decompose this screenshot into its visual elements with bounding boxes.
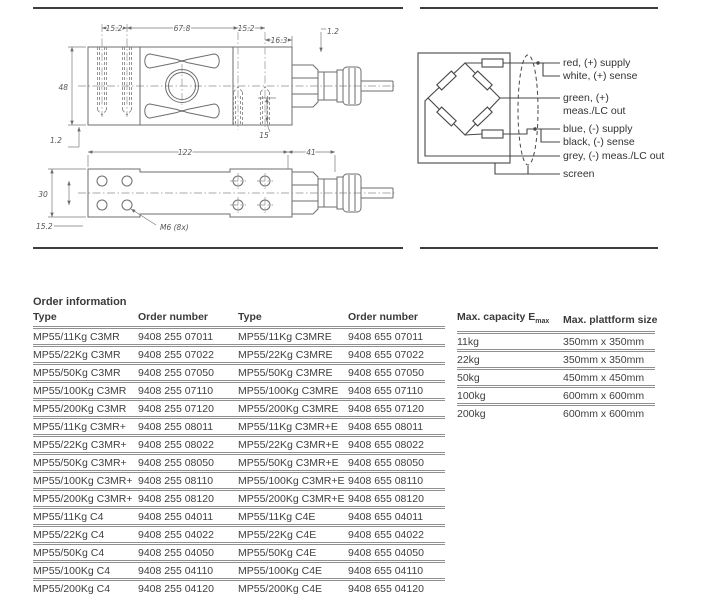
order-number-cell: 9408 655 08050 bbox=[348, 454, 445, 472]
order-number-cell: 9408 255 04022 bbox=[138, 526, 238, 544]
type-cell: MP55/22Kg C3MR+E bbox=[238, 436, 348, 454]
type-cell: MP55/200Kg C4 bbox=[33, 580, 138, 597]
wheatstone-bridge bbox=[428, 63, 500, 135]
order-row bbox=[33, 418, 445, 436]
order-number-cell: 9408 255 07110 bbox=[138, 382, 238, 400]
order-number-cell: 9408 655 04022 bbox=[348, 526, 445, 544]
capacity-table bbox=[457, 310, 658, 421]
wire-label-black: black, (-) sense bbox=[563, 136, 635, 148]
type-cell: MP55/11Kg C3MRE bbox=[238, 328, 348, 346]
order-number-cell: 9408 255 04110 bbox=[138, 562, 238, 580]
wire-labels bbox=[562, 57, 664, 180]
order-row bbox=[33, 346, 445, 364]
load-cell-side-view bbox=[36, 148, 397, 232]
type-cell: MP55/200Kg C3MR+ bbox=[33, 490, 138, 508]
capacity-row bbox=[457, 369, 655, 387]
order-number-cell: 9408 655 08011 bbox=[348, 418, 445, 436]
order-number-cell: 9408 255 04011 bbox=[138, 508, 238, 526]
order-header-number-2: Order number bbox=[348, 311, 419, 323]
order-header-number-1: Order number bbox=[138, 311, 209, 323]
order-number-cell: 9408 255 08022 bbox=[138, 436, 238, 454]
capacity-header-subscript: max bbox=[535, 318, 550, 326]
capacity-row bbox=[457, 351, 655, 369]
type-cell: MP55/50Kg C3MR+E bbox=[238, 454, 348, 472]
order-number-cell: 9408 655 08110 bbox=[348, 472, 445, 490]
order-information-title: Order information bbox=[33, 296, 127, 308]
thread-label: M6 (8x) bbox=[160, 223, 189, 232]
dim-side-gland: 41 bbox=[306, 148, 316, 157]
junction-dot bbox=[533, 127, 536, 130]
capacity-cell: 50kg bbox=[457, 369, 563, 387]
dim-top-left-pitch: 15.2 bbox=[105, 24, 123, 33]
type-cell: MP55/200Kg C3MR bbox=[33, 400, 138, 418]
junction-dot bbox=[536, 61, 539, 64]
order-table bbox=[33, 310, 445, 596]
platform-cell: 350mm x 350mm bbox=[563, 351, 655, 369]
capacity-row bbox=[457, 333, 655, 351]
order-number-cell: 9408 255 07011 bbox=[138, 328, 238, 346]
dim-side-pitch: 15.2 bbox=[36, 222, 53, 231]
order-number-cell: 9408 655 04050 bbox=[348, 544, 445, 562]
type-cell: MP55/22Kg C3MRE bbox=[238, 346, 348, 364]
load-cell-mechanical-drawing bbox=[30, 12, 405, 247]
order-number-cell: 9408 655 07050 bbox=[348, 364, 445, 382]
order-number-cell: 9408 255 08120 bbox=[138, 490, 238, 508]
type-cell: MP55/100Kg C3MRE bbox=[238, 382, 348, 400]
bottom-rule-right bbox=[420, 247, 658, 249]
order-number-cell: 9408 255 07050 bbox=[138, 364, 238, 382]
order-number-cell: 9408 655 07022 bbox=[348, 346, 445, 364]
wire-label-blue: blue, (-) supply bbox=[563, 123, 633, 135]
platform-cell: 450mm x 450mm bbox=[563, 369, 655, 387]
type-cell: MP55/50Kg C3MR+ bbox=[33, 454, 138, 472]
order-row bbox=[33, 400, 445, 418]
bottom-rule-left bbox=[33, 247, 403, 249]
cable-sheath-ellipse bbox=[518, 55, 538, 165]
capacity-table-header-row bbox=[457, 310, 655, 333]
type-cell: MP55/22Kg C4E bbox=[238, 526, 348, 544]
wire-label-screen: screen bbox=[563, 168, 595, 180]
order-row bbox=[33, 508, 445, 526]
type-cell: MP55/200Kg C3MRE bbox=[238, 400, 348, 418]
order-row bbox=[33, 328, 445, 346]
type-cell: MP55/11Kg C3MR+ bbox=[33, 418, 138, 436]
dim-top-right-pitch: 15.2 bbox=[237, 24, 255, 33]
order-row bbox=[33, 472, 445, 490]
capacity-cell: 22kg bbox=[457, 351, 563, 369]
order-row bbox=[33, 490, 445, 508]
dim-hole-depth: 15 bbox=[259, 131, 269, 140]
wire-label-green: green, (+) bbox=[563, 92, 609, 104]
dim-height: 48 bbox=[58, 83, 68, 92]
order-number-cell: 9408 255 04120 bbox=[138, 580, 238, 597]
platform-cell: 600mm x 600mm bbox=[563, 405, 655, 422]
wire-label-white: white, (+) sense bbox=[563, 70, 638, 82]
order-number-cell: 9408 255 04050 bbox=[138, 544, 238, 562]
capacity-header bbox=[457, 310, 563, 333]
type-cell: MP55/22Kg C3MR bbox=[33, 346, 138, 364]
order-number-cell: 9408 255 08110 bbox=[138, 472, 238, 490]
wiring-diagram bbox=[415, 50, 675, 190]
wire-label-red: red, (+) supply bbox=[563, 57, 631, 69]
top-rule-right bbox=[420, 7, 658, 9]
type-cell: MP55/50Kg C4E bbox=[238, 544, 348, 562]
type-cell: MP55/11Kg C3MR+E bbox=[238, 418, 348, 436]
platform-header: Max. plattform size bbox=[563, 313, 658, 326]
order-row bbox=[33, 364, 445, 382]
platform-cell: 350mm x 350mm bbox=[563, 333, 655, 351]
order-number-cell: 9408 255 07022 bbox=[138, 346, 238, 364]
type-cell: MP55/50Kg C3MR bbox=[33, 364, 138, 382]
platform-cell: 600mm x 600mm bbox=[563, 387, 655, 405]
type-cell: MP55/22Kg C3MR+ bbox=[33, 436, 138, 454]
order-number-cell: 9408 655 07011 bbox=[348, 328, 445, 346]
top-view-dimensions bbox=[50, 24, 339, 147]
type-cell: MP55/200Kg C3MR+E bbox=[238, 490, 348, 508]
type-cell: MP55/100Kg C3MR+ bbox=[33, 472, 138, 490]
capacity-cell: 11kg bbox=[457, 333, 563, 351]
capacity-cell: 200kg bbox=[457, 405, 563, 422]
type-cell: MP55/50Kg C3MRE bbox=[238, 364, 348, 382]
capacity-header-text: Max. capacity E bbox=[457, 311, 536, 323]
type-cell: MP55/50Kg C4 bbox=[33, 544, 138, 562]
capacity-cell: 100kg bbox=[457, 387, 563, 405]
dim-bottom-step: 1.2 bbox=[50, 136, 62, 145]
order-number-cell: 9408 655 08120 bbox=[348, 490, 445, 508]
side-view-dimensions bbox=[36, 148, 335, 232]
dim-side-length: 122 bbox=[177, 148, 193, 157]
type-cell: MP55/100Kg C3MR+E bbox=[238, 472, 348, 490]
order-row bbox=[33, 544, 445, 562]
order-row bbox=[33, 562, 445, 580]
order-row bbox=[33, 580, 445, 597]
order-number-cell: 9408 255 08011 bbox=[138, 418, 238, 436]
order-row bbox=[33, 454, 445, 472]
order-number-cell: 9408 655 04120 bbox=[348, 580, 445, 597]
order-number-cell: 9408 655 07110 bbox=[348, 382, 445, 400]
type-cell: MP55/100Kg C3MR bbox=[33, 382, 138, 400]
wire-label-grey: grey, (-) meas./LC out bbox=[563, 150, 665, 162]
type-cell: MP55/200Kg C4E bbox=[238, 580, 348, 597]
order-number-cell: 9408 655 08022 bbox=[348, 436, 445, 454]
order-table-header-row bbox=[33, 310, 445, 328]
dim-top-span: 67.8 bbox=[173, 24, 191, 33]
type-cell: MP55/11Kg C4E bbox=[238, 508, 348, 526]
order-row bbox=[33, 382, 445, 400]
load-cell-top-view bbox=[50, 24, 397, 147]
capacity-row bbox=[457, 387, 655, 405]
type-cell: MP55/11Kg C4 bbox=[33, 508, 138, 526]
order-number-cell: 9408 655 04110 bbox=[348, 562, 445, 580]
order-number-cell: 9408 255 08050 bbox=[138, 454, 238, 472]
type-cell: MP55/22Kg C4 bbox=[33, 526, 138, 544]
order-row bbox=[33, 436, 445, 454]
load-cell-housing bbox=[418, 53, 510, 163]
dim-top-step: 1.2 bbox=[327, 27, 339, 36]
dim-side-height: 30 bbox=[38, 190, 48, 199]
order-row bbox=[33, 526, 445, 544]
order-header-type-2: Type bbox=[238, 311, 262, 323]
type-cell: MP55/100Kg C4 bbox=[33, 562, 138, 580]
top-rule-left bbox=[33, 7, 403, 9]
order-number-cell: 9408 655 04011 bbox=[348, 508, 445, 526]
capacity-row bbox=[457, 405, 655, 422]
order-number-cell: 9408 255 07120 bbox=[138, 400, 238, 418]
type-cell: MP55/100Kg C4E bbox=[238, 562, 348, 580]
order-number-cell: 9408 655 07120 bbox=[348, 400, 445, 418]
type-cell: MP55/11Kg C3MR bbox=[33, 328, 138, 346]
wire-label-green-2: meas./LC out bbox=[563, 105, 626, 117]
order-header-type-1: Type bbox=[33, 311, 57, 323]
top-view-left-holes bbox=[98, 24, 132, 117]
dim-right-offset: 16.3 bbox=[270, 36, 288, 45]
